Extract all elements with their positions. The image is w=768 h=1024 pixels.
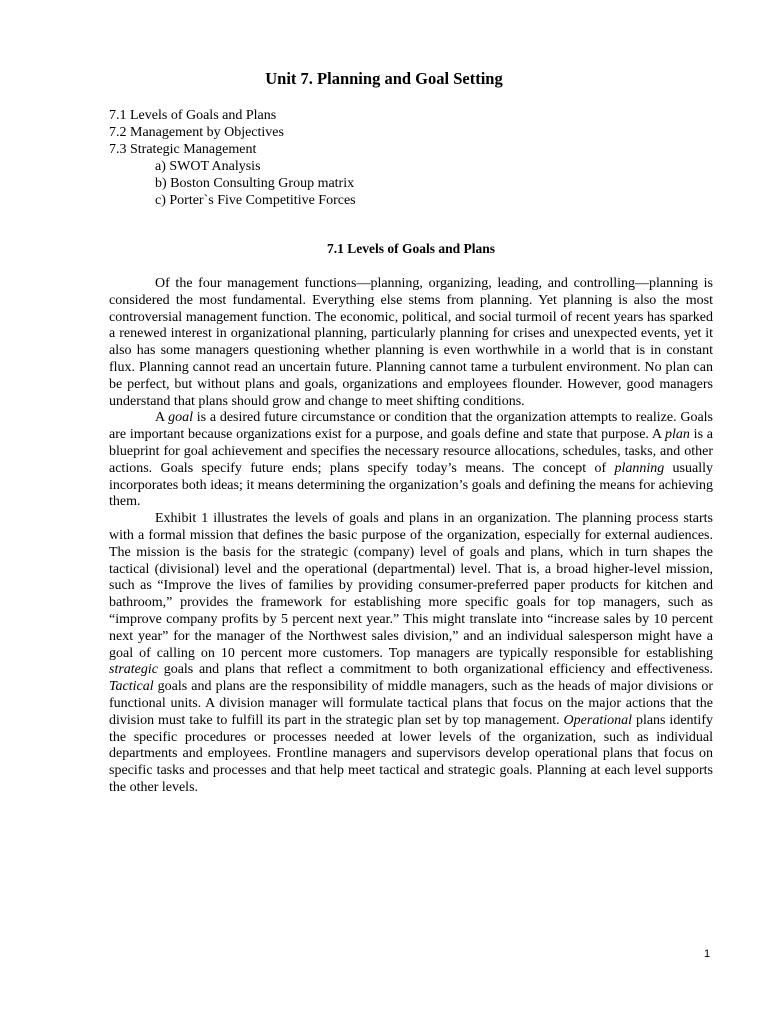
toc-item: 7.2 Management by Objectives [109, 125, 284, 140]
term-plan: plan [665, 427, 690, 443]
text-run: goals and plans that reflect a commitment to both organizational efficiency and effectiveness. [158, 662, 713, 678]
text-run: is a blueprint for goal achievement and specifies the necessary resource allocations, schedules, tasks, and other actions. Goals specify future ends; plans specify today’s means. The concept of [109, 427, 714, 476]
text-run: Exhibit 1 illustrates the levels of goals and plans in an organization. The planning process starts with a formal mission that defines the basic purpose of the organization, especially for external audiences. The mission is the basis for the strategic (company) level of goals and plans, which in turn shapes the tactical (divisional) level and the operational (departmental) level. That is, a broad higher-level mission, such as “Improve the lives of families by providing consumer-preferred paper products for kitchen and bathroom,” provides the framework for establishing more specific goals for top managers, such as “improve company profits by 5 percent next year.” This might translate into “increase sales by 10 percent next year” for the manager of the Northwest sales division,” and an individual salesperson might have a goal of calling on 10 percent more customers. Top managers are typically responsible for establishing [109, 511, 713, 661]
table-of-contents [109, 107, 709, 209]
toc-item: 7.1 Levels of Goals and Plans [109, 108, 277, 123]
term-strategic: strategic [109, 662, 158, 678]
text-run: is a desired future circumstance or condition that the organization attempts to realize. Goals are important because organizations exist for a purpose, and goals define and state that purpose. A [109, 410, 714, 443]
paragraph [109, 511, 713, 797]
toc-item: 7.3 Strategic Management [109, 142, 257, 157]
term-operational: Operational [563, 712, 632, 728]
page-number: 1 [704, 948, 711, 960]
paragraph: Of the four management functions—planning, organizing, leading, and controlling—planning is considered the most fundamental. Everything else stems from planning. Yet planning is also the most controversial management function. The economic, political, and social turmoil of recent years has sparked a renewed interest in organizational planning, particularly planning for crises and unexpected events, yet it also has some managers questioning whether planning is even worthwhile in a world that is in constant flux. Planning cannot read an uncertain future. Planning cannot tame a turbulent environment. No plan can be perfect, but without plans and goals, organizations and employees flounder. However, good managers understand that plans should grow and change to meet shifting conditions. [109, 276, 713, 409]
term-goal: goal [168, 410, 193, 426]
text-run: usually incorporates both ideas; it means determining the organization’s goals and defining the means for achieving them. [109, 460, 713, 510]
toc-subitem: a) SWOT Analysis [155, 159, 261, 174]
body-text [109, 276, 713, 797]
text-run: goals and plans are the responsibility of middle managers, such as the heads of major divisions or functional units. A division manager will formulate tactical plans that focus on the major actions that the division must take to fulfill its part in the strategic plan set by top management. [109, 679, 713, 728]
text-run: A [155, 410, 169, 426]
paragraph [109, 410, 713, 511]
term-tactical: Tactical [109, 679, 154, 695]
toc-subitem: b) Boston Consulting Group matrix [155, 176, 355, 191]
page-title: Unit 7. Planning and Goal Setting [265, 69, 503, 88]
term-planning: planning [614, 460, 665, 476]
section-heading: 7.1 Levels of Goals and Plans [326, 241, 496, 256]
toc-subitem: c) Porter`s Five Competitive Forces [155, 193, 356, 208]
text-run: plans identify the specific procedures or processes needed at lower levels of the organization, such as individual departments and employees. Frontline managers and supervisors develop operational plans that focus on specific tasks and processes and that help meet tactical and strategic goals. Planning at each level supports the other levels. [109, 712, 713, 795]
